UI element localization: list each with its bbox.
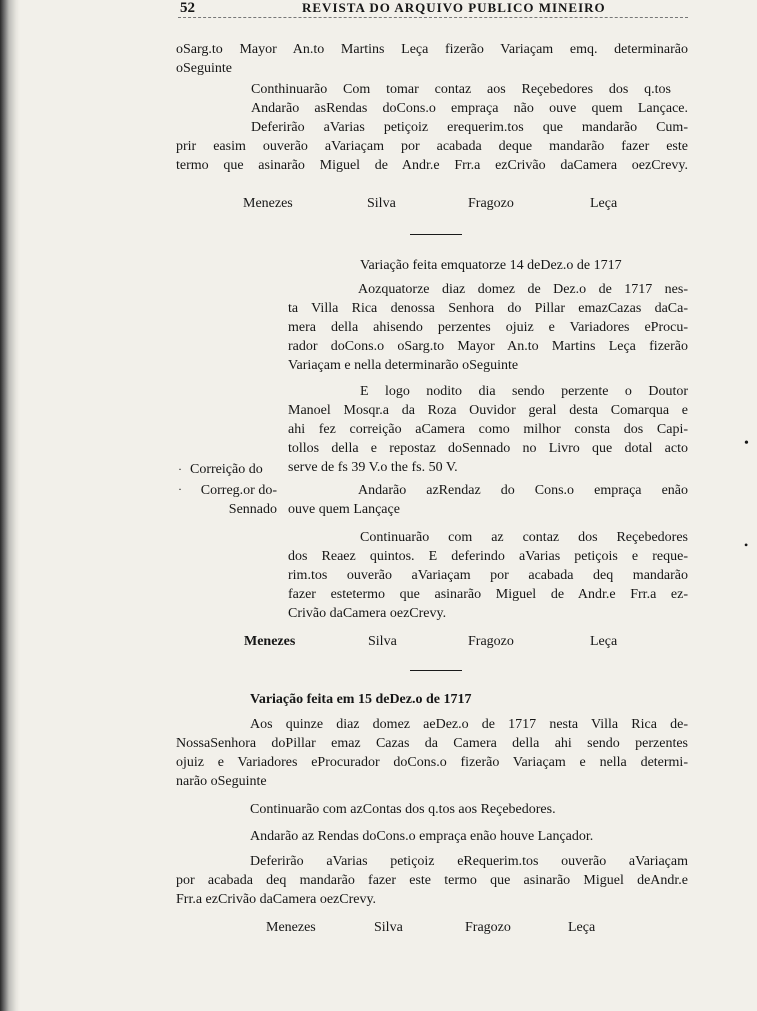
text-line: termo que asinarão Miguel de Andr.e Frr.a ezCrivão daCamera oezCrevy. — [176, 158, 688, 173]
signature-leca: Leça — [590, 634, 618, 649]
text-line: prir easim ouverão aVariaçam por acabada deque mandarão fazer este — [176, 139, 688, 154]
text-line: rador doCons.o oSarg.to Mayor An.to Martins Leça fizerão — [288, 339, 688, 354]
text-line: fazer estetermo que asinarão Miguel de Andr.e Frr.a ez- — [288, 587, 688, 602]
page-number: 52 — [180, 0, 195, 16]
text-line: Crivão daCamera oezCrevy. — [288, 606, 447, 621]
entry2-para4 — [288, 528, 688, 623]
signature-silva: Silva — [374, 920, 403, 935]
entry2-para2 — [288, 382, 688, 477]
running-title: REVISTA DO ARQUIVO PUBLICO MINEIRO — [302, 0, 606, 15]
entry3-para3: Andarão az Rendas doCons.o empraça enão houve Lançador. — [250, 829, 594, 844]
signature-silva: Silva — [367, 196, 396, 211]
entry2-para1 — [288, 280, 688, 375]
header-rule — [178, 17, 688, 18]
text-line: mera della ahisendo perzentes ojuiz e Variadores eProcu- — [288, 320, 688, 335]
text-line: tollos della e repostaz doSennado no Livro que dotal acto — [288, 441, 688, 456]
margin-note-correicao: Correição do — [190, 462, 263, 477]
margin-note-line: Sennado — [228, 502, 277, 517]
entry3-para1 — [176, 715, 688, 791]
binding-gutter — [0, 0, 20, 1011]
right-margin-mark: • — [744, 538, 749, 552]
text-line: narão oSeguinte — [176, 774, 267, 789]
text-line: Conthinuarão Com tomar contaz aos Reçebedores dos q.tos — [251, 82, 671, 97]
signature-fragozo: Fragozo — [468, 634, 514, 649]
text-line: ta Villa Rica denossa Senhora do Pillar emazCazas daCa- — [288, 301, 688, 316]
text-line: por acabada deq mandarão fazer este termo que asinarão Miguel deAndr.e — [176, 873, 688, 888]
text-line: serve de fs 39 V.o the fs. 50 V. — [288, 460, 458, 475]
text-line: oSeguinte — [176, 61, 232, 76]
text-line: Deferirão aVarias petiçoiz erequerim.tos que mandarão Cum- — [251, 120, 688, 135]
signature-menezes: Menezes — [244, 634, 296, 649]
text-line: rim.tos ouverão aVariaçam por acabada deq mandarão — [288, 568, 688, 583]
signature-silva: Silva — [368, 634, 397, 649]
text-line: ouve quem Lançaçe — [288, 502, 400, 517]
margin-dot: · — [178, 482, 182, 496]
signature-menezes: Menezes — [266, 920, 316, 935]
text-line: Deferirão aVarias petiçoiz eRequerim.tos ouverão aVariaçam — [250, 854, 688, 869]
text-line: Andarão asRendas doCons.o empraça não ouve quem Lançace. — [251, 101, 688, 116]
text-line: Aos quinze diaz domez aeDez.o de 1717 nesta Villa Rica de- — [250, 717, 688, 732]
entry3-heading: Variação feita em 15 deDez.o de 1717 — [250, 692, 472, 707]
signature-leca: Leça — [568, 920, 596, 935]
signature-fragozo: Fragozo — [468, 196, 514, 211]
right-margin-mark: • — [744, 436, 749, 451]
text-line: NossaSenhora doPillar emaz Cazas da Camera della ahi sendo perzentes — [176, 736, 688, 751]
text-line: dos Reaez quintos. E deferindo aVarias petiçois e reque- — [288, 549, 688, 564]
signature-menezes: Menezes — [243, 196, 293, 211]
entry3-para2: Continuarão com azContas dos q.tos aos Reçebedores. — [250, 802, 556, 817]
section-separator — [410, 234, 462, 235]
text-line: Variaçam e nella determinarão oSeguinte — [288, 358, 519, 373]
text-line: Aozquatorze diaz domez de Dez.o de 1717 nes- — [358, 282, 688, 297]
text-line: Andarão azRendaz do Cons.o empraça enão — [358, 483, 688, 498]
text-line: Manoel Mosqr.a da Roza Ouvidor geral desta Comarqua e — [288, 403, 688, 418]
margin-note-corregedor — [187, 481, 277, 519]
margin-note-line: Correg.or do- — [200, 483, 277, 498]
entry2-heading: Variação feita emquatorze 14 deDez.o de 1717 — [360, 258, 622, 273]
text-line: E logo nodito dia sendo perzente o Doutor — [360, 384, 688, 399]
text-line: ahi fez correição aCamera como milhor consta dos Capi- — [288, 422, 688, 437]
text-line: Frr.a ezCrivão daCamera oezCrevy. — [176, 892, 377, 907]
signature-fragozo: Fragozo — [465, 920, 511, 935]
signature-leca: Leça — [590, 196, 618, 211]
text-line: ojuiz e Variadores eProcurador doCons.o fizerão Variaçam e nella determi- — [176, 755, 688, 770]
text-line: oSarg.to Mayor An.to Martins Leça fizerão Variaçam emq. determinarão — [176, 42, 688, 57]
margin-dot: · — [178, 462, 182, 476]
entry2-para3 — [288, 481, 688, 519]
section-separator — [410, 670, 462, 671]
text-line: Continuarão com az contaz dos Reçebedores — [360, 530, 688, 545]
entry1-text — [176, 40, 688, 175]
entry3-para4 — [176, 852, 688, 909]
